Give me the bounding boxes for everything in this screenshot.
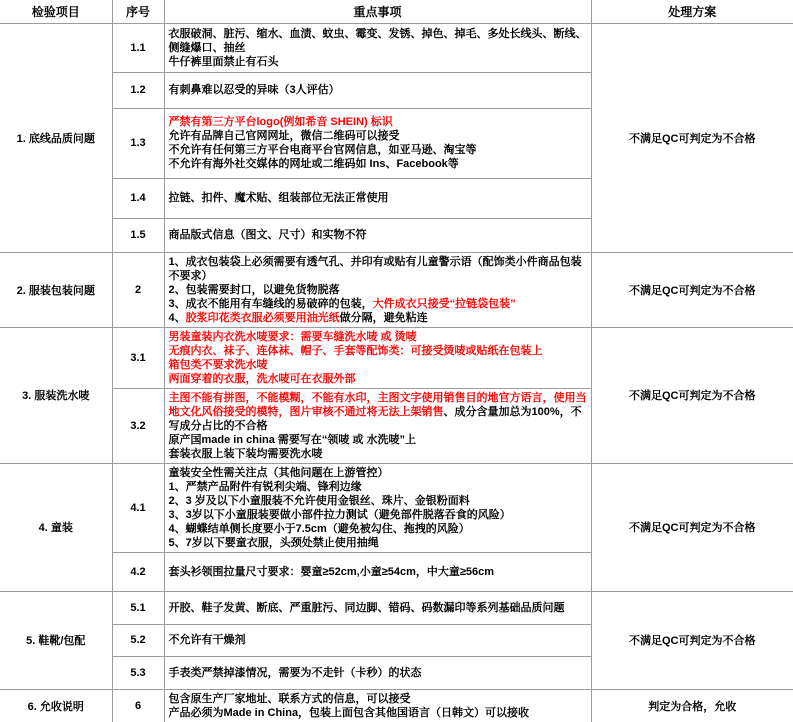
emphasis-text: 严禁有第三方平台logo(例如希音 SHEIN) 标识 xyxy=(168,116,393,128)
plain-text: 产品必须为Made in China，包装上面包含其他国语言（日韩文）可以接收 xyxy=(168,706,530,719)
serial-number-cell: 6 xyxy=(112,689,164,722)
section-label-cell: 2. 服装包装问题 xyxy=(0,252,112,327)
key-point-line xyxy=(169,466,587,480)
table-row xyxy=(0,23,793,72)
key-points-cell xyxy=(164,252,591,327)
section-label-cell: 1. 底线品质问题 xyxy=(0,23,112,252)
key-points-cell xyxy=(164,388,591,463)
plain-text: 做分隔，避免粘连 xyxy=(339,311,428,324)
emphasis-text: 胶浆印花类衣服必须要用油光纸 xyxy=(185,311,340,324)
key-point-line xyxy=(169,447,587,461)
key-point-line xyxy=(169,522,587,536)
key-point-line xyxy=(169,228,587,242)
header-row xyxy=(0,0,793,23)
plain-text: 衣服破洞、脏污、缩水、血渍、蚊虫、霉变、发锈、掉色、掉毛、多处长线头、断线、侧缝爆口、抽丝 xyxy=(168,27,587,54)
serial-number-cell: 1.2 xyxy=(112,72,164,108)
key-points-cell xyxy=(164,656,591,689)
section-label-cell: 4. 童装 xyxy=(0,463,112,591)
key-points-cell xyxy=(164,72,591,108)
handling-plan-cell: 判定为合格，允收 xyxy=(591,689,793,722)
key-points-cell xyxy=(164,218,591,252)
emphasis-text: 箱包类不要求洗水唛 xyxy=(168,358,268,371)
key-point-line xyxy=(169,508,587,522)
table-row xyxy=(0,689,793,722)
section-label-cell: 3. 服装洗水唛 xyxy=(0,327,112,463)
key-points-cell xyxy=(164,178,591,218)
plain-text: 5、7岁以下婴童衣服，头颈处禁止使用抽绳 xyxy=(168,536,379,549)
key-points-cell xyxy=(164,624,591,656)
serial-number-cell: 1.5 xyxy=(112,218,164,252)
key-point-line xyxy=(169,666,587,680)
key-point-line xyxy=(169,391,587,433)
serial-number-cell: 4.1 xyxy=(112,463,164,552)
plain-text: 原产国made in china 需要写在“领唛 或 水洗唛”上 xyxy=(168,433,417,446)
key-points-cell xyxy=(164,463,591,552)
emphasis-text: 两面穿着的衣服，洗水唛可在衣服外部 xyxy=(168,372,356,385)
key-point-line xyxy=(169,372,587,386)
key-point-line xyxy=(169,565,587,579)
key-point-line xyxy=(169,83,587,97)
serial-number-cell: 1.3 xyxy=(112,108,164,178)
plain-text: 不允许有任何第三方平台电商平台官网信息，如亚马逊、淘宝等 xyxy=(168,144,477,156)
key-points-cell xyxy=(164,689,591,722)
key-point-line xyxy=(169,433,587,447)
emphasis-text: 无痕内衣、袜子、连体袜、帽子、手套等配饰类：可接受烫唛或贴纸在包装上 xyxy=(168,344,543,357)
table-row xyxy=(0,327,793,388)
plain-text: 有刺鼻难以忍受的异味（3人评估） xyxy=(168,84,340,96)
serial-number-cell: 4.2 xyxy=(112,552,164,591)
key-points-cell xyxy=(164,108,591,178)
section-label-cell: 5. 鞋靴/包配 xyxy=(0,591,112,689)
section-label-cell: 6. 允收说明 xyxy=(0,689,112,722)
key-points-cell xyxy=(164,552,591,591)
serial-number-cell: 3.2 xyxy=(112,388,164,463)
serial-number-cell: 2 xyxy=(112,252,164,327)
plain-text: 1、严禁产品附件有锐利尖端、锋利边缘 xyxy=(168,480,362,493)
key-point-line xyxy=(169,311,587,325)
plain-text: 4、 xyxy=(168,311,186,324)
serial-number-cell: 5.1 xyxy=(112,591,164,624)
key-point-line xyxy=(169,633,587,647)
key-point-line xyxy=(169,706,587,720)
plain-text: 开胶、鞋子发黄、断底、严重脏污、同边脚、错码、码数漏印等系列基础品质问题 xyxy=(168,601,565,614)
plain-text: 允许有品牌自己官网网址，微信二维码可以接受 xyxy=(168,130,400,142)
plain-text: 不允许有海外社交媒体的网址或二维码如 Ins、Facebook等 xyxy=(168,158,459,170)
plain-text: 2、3 岁及以下小童服装不允许使用金银丝、珠片、金银粉面料 xyxy=(168,494,470,507)
handling-plan-cell: 不满足QC可判定为不合格 xyxy=(591,23,793,252)
table-row xyxy=(0,252,793,327)
serial-number-cell: 1.4 xyxy=(112,178,164,218)
header-serial-number: 序号 xyxy=(112,0,164,23)
serial-number-cell: 5.3 xyxy=(112,656,164,689)
plain-text: 、成分含量加总为100%，不写成分占比的不合格 xyxy=(168,405,582,432)
key-point-line xyxy=(169,129,587,143)
key-point-line xyxy=(169,297,587,311)
key-point-line xyxy=(169,55,587,69)
table-row xyxy=(0,463,793,552)
key-point-line xyxy=(169,536,587,550)
key-point-line xyxy=(169,27,587,55)
key-point-line xyxy=(169,601,587,615)
plain-text: 包含原生产厂家地址、联系方式的信息，可以接受 xyxy=(168,692,411,705)
key-point-line xyxy=(169,191,587,205)
emphasis-text: 大件成衣只接受“拉链袋包装” xyxy=(372,297,516,310)
plain-text: 1、成衣包装袋上必须需要有透气孔、并印有或贴有儿童警示语（配饰类小件商品包装不要求） xyxy=(168,255,582,282)
handling-plan-cell: 不满足QC可判定为不合格 xyxy=(591,252,793,327)
serial-number-cell: 1.1 xyxy=(112,23,164,72)
header-inspection-item: 检验项目 xyxy=(0,0,112,23)
plain-text: 拉链、扣件、魔术贴、组装部位无法正常使用 xyxy=(168,192,389,204)
key-point-line xyxy=(169,480,587,494)
key-point-line xyxy=(169,143,587,157)
key-points-cell xyxy=(164,591,591,624)
key-point-line xyxy=(169,157,587,171)
header-handling-plan: 处理方案 xyxy=(591,0,793,23)
handling-plan-cell: 不满足QC可判定为不合格 xyxy=(591,327,793,463)
key-points-cell xyxy=(164,327,591,388)
key-point-line xyxy=(169,330,587,344)
plain-text: 2、包装需要封口，以避免货物脱落 xyxy=(168,283,340,296)
handling-plan-cell: 不满足QC可判定为不合格 xyxy=(591,463,793,591)
emphasis-text: 主图不能有拼图，不能模糊，不能有水印，主图文字使用销售目的地官方语言，使用当地文化风俗接受的模特，图片审核不通过将无法上架销售 xyxy=(168,391,587,418)
table-row xyxy=(0,591,793,624)
plain-text: 商品版式信息（图文、尺寸）和实物不符 xyxy=(168,229,367,241)
key-point-line xyxy=(169,344,587,358)
key-point-line xyxy=(169,255,587,283)
plain-text: 童装安全性需关注点（其他问题在上游管控） xyxy=(168,466,389,479)
header-key-points: 重点事项 xyxy=(164,0,591,23)
serial-number-cell: 5.2 xyxy=(112,624,164,656)
emphasis-text: 男装童装内衣洗水唛要求：需要车缝洗水唛 或 烫唛 xyxy=(168,330,417,343)
plain-text: 套头衫领围拉量尺寸要求：婴童≥52cm,小童≥54cm，中大童≥56cm xyxy=(168,565,495,578)
plain-text: 3、3岁以下小童服装要做小部件拉力测试（避免部件脱落吞食的风险） xyxy=(168,508,511,521)
key-point-line xyxy=(169,494,587,508)
key-point-line xyxy=(169,692,587,706)
serial-number-cell: 3.1 xyxy=(112,327,164,388)
plain-text: 手表类严禁掉漆情况，需要为不走针（卡秒）的状态 xyxy=(168,666,422,679)
plain-text: 牛仔裤里面禁止有石头 xyxy=(168,55,279,68)
handling-plan-cell: 不满足QC可判定为不合格 xyxy=(591,591,793,689)
plain-text: 4、蝴蝶结单侧长度要小于7.5cm（避免被勾住、拖拽的风险） xyxy=(168,522,470,535)
key-point-line xyxy=(169,283,587,297)
plain-text: 3、成衣不能用有车缝线的易破碎的包装， xyxy=(168,297,373,310)
plain-text: 套装衣服上装下装均需要洗水唛 xyxy=(168,447,323,460)
key-point-line xyxy=(169,358,587,372)
key-point-line xyxy=(169,115,587,129)
plain-text: 不允许有干燥剂 xyxy=(168,634,246,646)
key-points-cell xyxy=(164,23,591,72)
